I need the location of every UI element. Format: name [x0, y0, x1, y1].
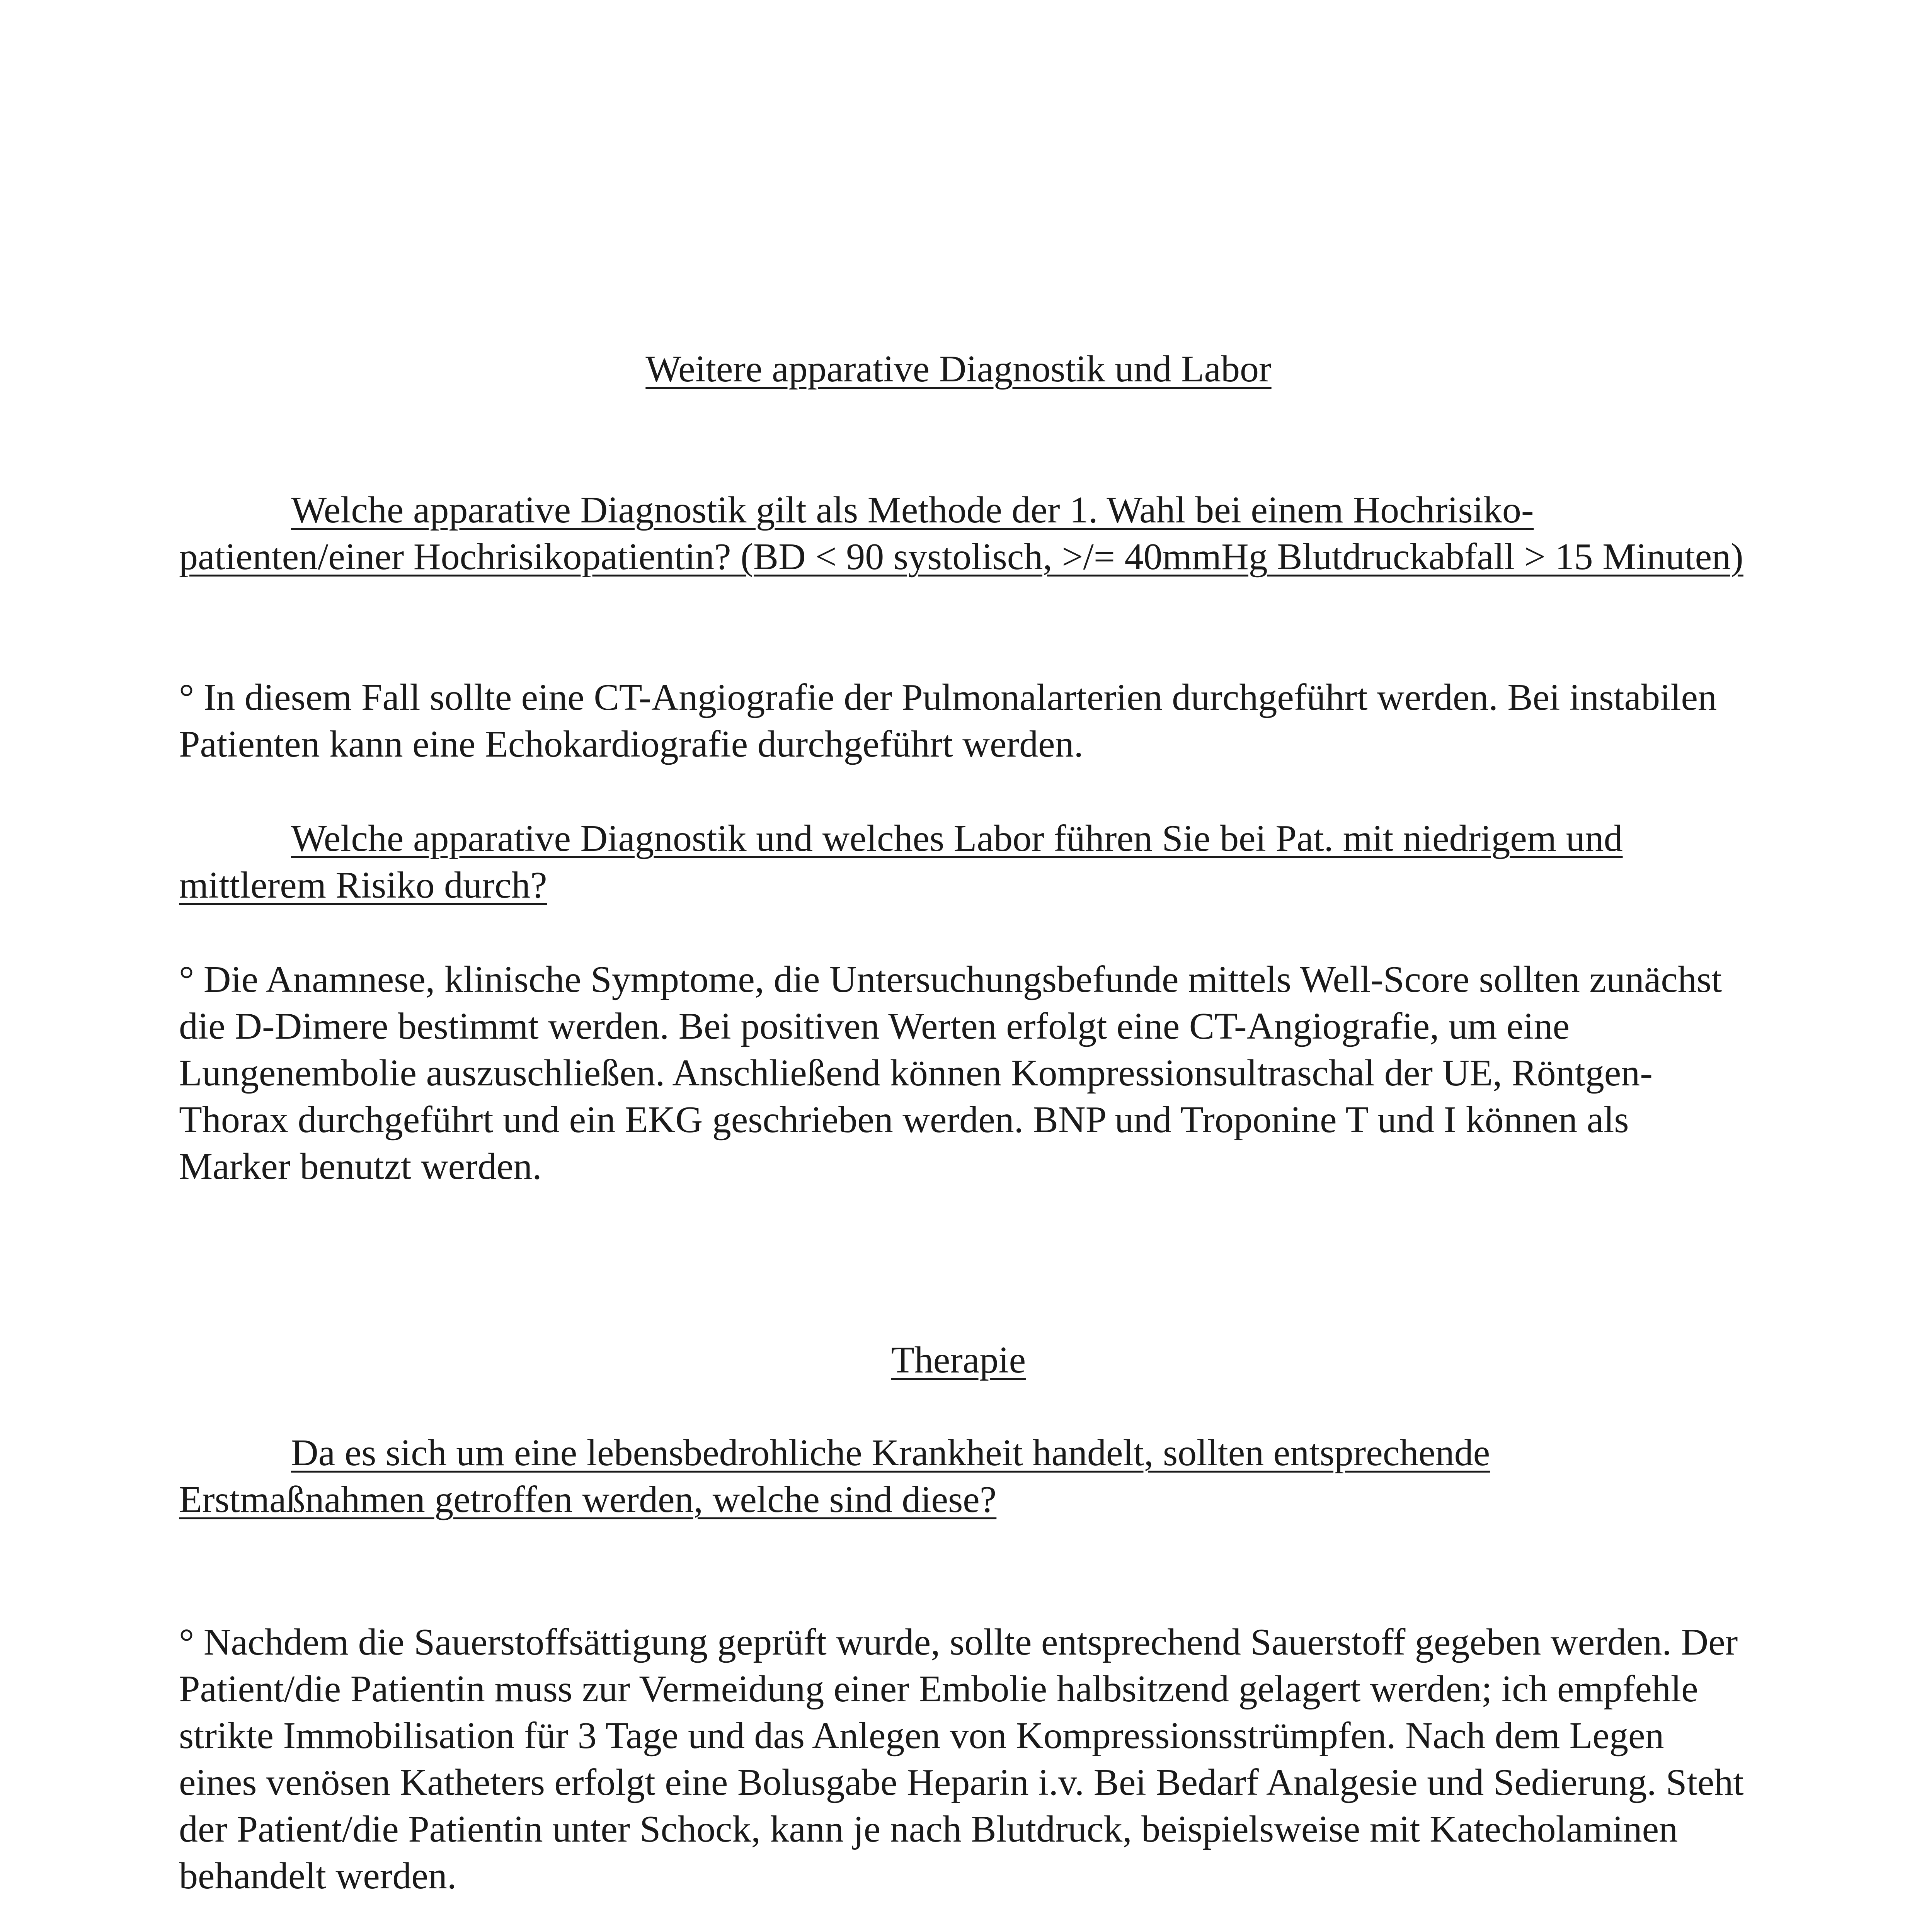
- section-heading-diagnostics: [0, 346, 1917, 393]
- question-2-text: Welche apparative Diagnostik und welches Labor führen Sie bei Pat. mit niedrigem und mittlerem Risiko durch?: [179, 818, 1623, 906]
- answer-2: ° Die Anamnese, klinische Symptome, die Untersuchungsbefunde mittels Well-Score sollten zunächst die D-Dimere bestimmt werden. Bei positiven Werten erfolgt eine CT-Angiografie, um eine Lungenembolie auszuschließen. Anschließend können Kompressionsultraschal der UE, Röntgen-Thorax durchgeführt und ein EKG geschrieben werden. BNP und Troponine T und I können als Marker benutzt werden.: [179, 959, 1722, 1187]
- question-1: [179, 487, 1744, 580]
- answer-3: ° Nachdem die Sauerstoffsättigung geprüft wurde, sollte entsprechend Sauerstoff gegeben werden. Der Patient/die Patientin muss zur Vermeidung einer Embolie halbsitzend gelagert werden; ich empfehle strikte Immobilisation für 3 Tage und das Anlegen von Kompressionsstrümpfen. Nach dem Legen eines venösen Katheters erfolgt eine Bolusgabe Heparin i.v. Bei Bedarf Analgesie und Sedierung. Steht der Patient/die Patientin unter Schock, kann je nach Blutdruck, beispielsweise mit Katecholaminen behandelt werden.: [179, 1621, 1744, 1897]
- section-heading-therapy-text: Therapie: [891, 1339, 1026, 1381]
- section-heading-diagnostics-text: Weitere apparative Diagnostik und Labor: [645, 348, 1272, 390]
- question-2: [179, 815, 1744, 909]
- question-3: [179, 1430, 1744, 1523]
- answer-1: ° In diesem Fall sollte eine CT-Angiografie der Pulmonalarterien durchgeführt werden. Bei instabilen Patienten kann eine Echokardiografie durchgeführt werden.: [179, 677, 1717, 765]
- question-3-text: Da es sich um eine lebensbedrohliche Krankheit handelt, sollten entsprechende Erstmaßnahmen getroffen werden, welche sind diese?: [179, 1432, 1490, 1520]
- section-heading-therapy: [0, 1337, 1917, 1384]
- question-1-text: Welche apparative Diagnostik gilt als Methode der 1. Wahl bei einem Hochrisiko-patienten/einer Hochrisikopatientin? (BD < 90 systolisch, >/= 40mmHg Blutdruckabfall > 15 Minuten): [179, 489, 1743, 578]
